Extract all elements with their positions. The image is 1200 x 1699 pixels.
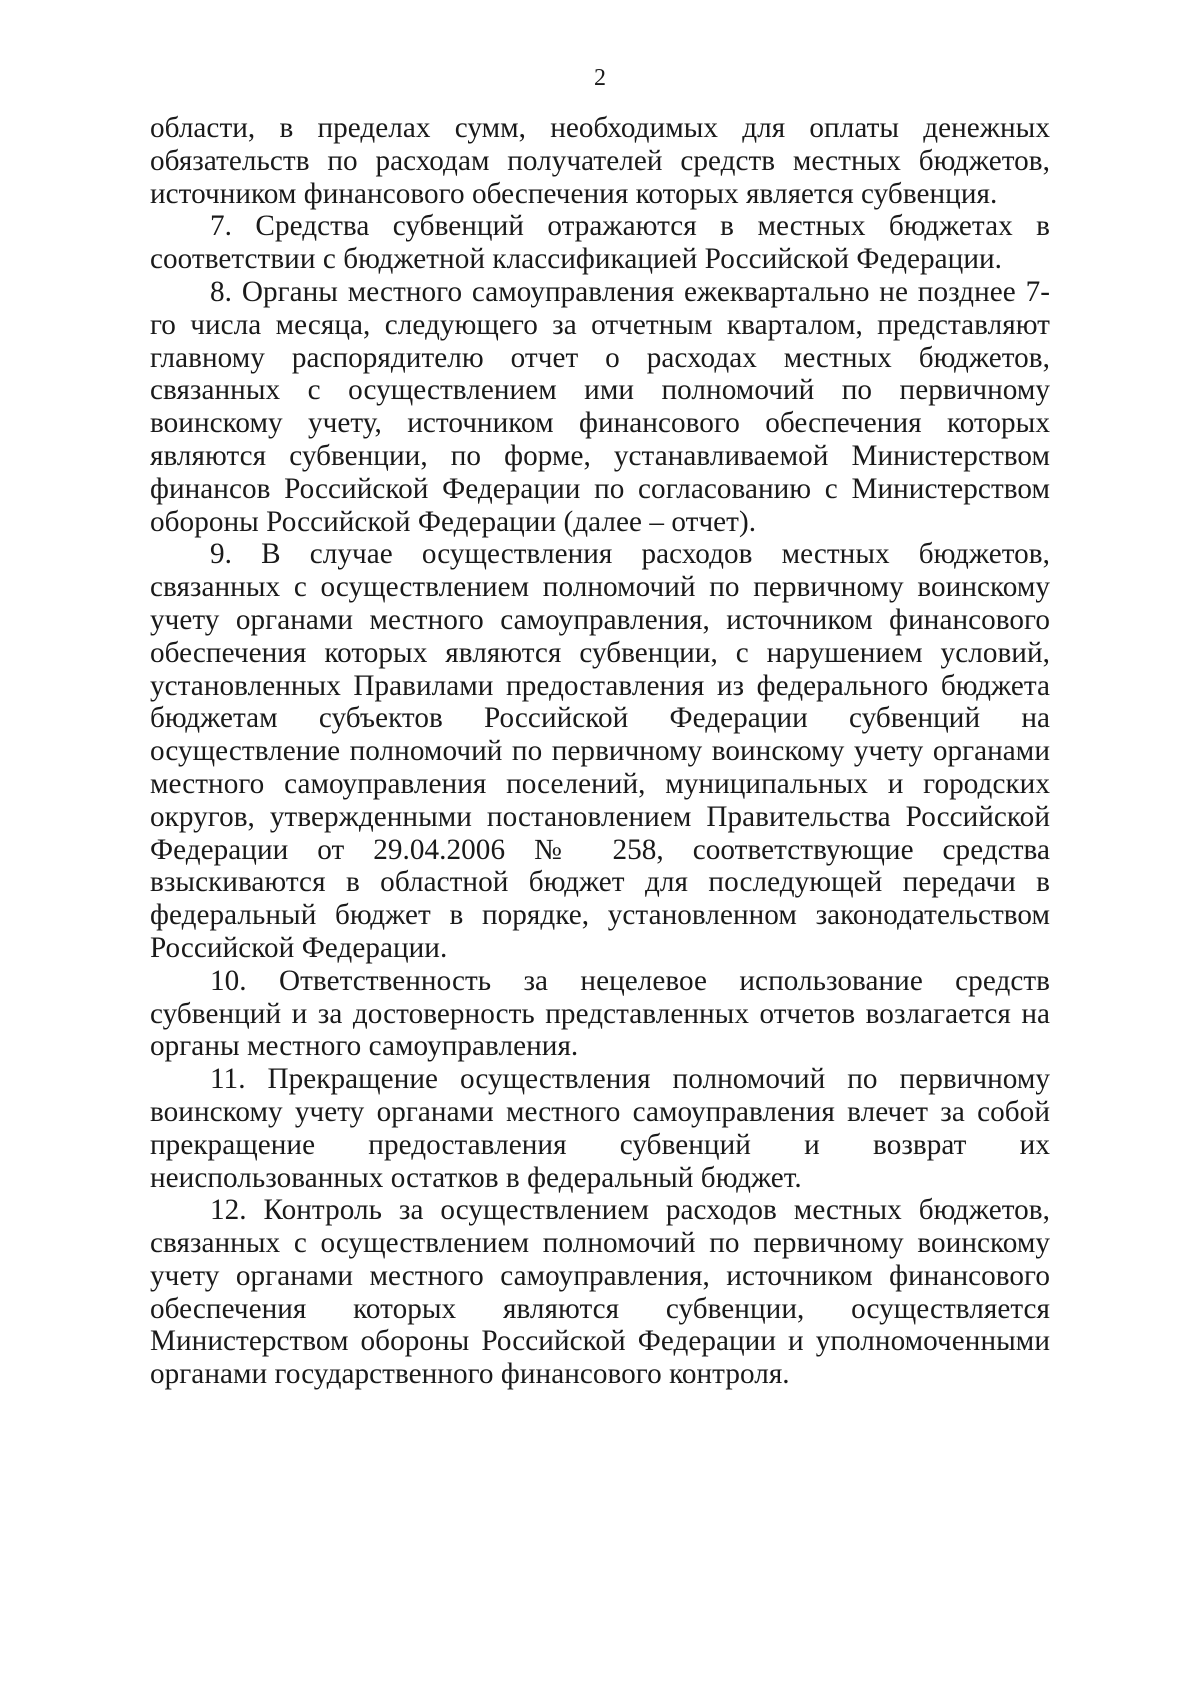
paragraph-item-12: 12. Контроль за осуществлением расходов местных бюджетов, связанных с осуществлением полномочий по первичному воинскому учету органами местного самоуправления, источником финансового обеспечения которых являются субвенции, осуществляется Министерством обороны Российской Федерации и уполномоченными органами государственного финансового контроля.: [150, 1194, 1050, 1391]
document-body: [150, 112, 1050, 1391]
paragraph-item-11: 11. Прекращение осуществления полномочий по первичному воинскому учету органами местного самоуправления влечет за собой прекращение предоставления субвенций и возврат их неиспользованных остатков в федеральный бюджет.: [150, 1063, 1050, 1194]
page-number: 2: [594, 65, 606, 91]
paragraph-item-10: 10. Ответственность за нецелевое использование средств субвенций и за достоверность представленных отчетов возлагается на органы местного самоуправления.: [150, 964, 1050, 1063]
paragraph-item-9: 9. В случае осуществления расходов местных бюджетов, связанных с осуществлением полномочий по первичному воинскому учету органами местного самоуправления, источником финансового обеспечения которых являются субвенции, с нарушением условий, установленных Правилами предоставления из федерального бюджета бюджетам субъектов Российской Федерации субвенций на осуществление полномочий по первичному воинскому учету органами местного самоуправления поселений, муниципальных и городских округов, утвержденными постановлением Правительства Российской Федерации от 29.04.2006 № 258, соответствующие средства взыскиваются в областной бюджет для последующей передачи в федеральный бюджет в порядке, установленном законодательством Российской Федерации.: [150, 538, 1050, 964]
paragraph-continuation: области, в пределах сумм, необходимых для оплаты денежных обязательств по расходам получателей средств местных бюджетов, источником финансового обеспечения которых является субвенция.: [150, 112, 1050, 210]
paragraph-item-8: 8. Органы местного самоуправления ежеквартально не позднее 7-го числа месяца, следующего за отчетным кварталом, представляют главному распорядителю отчет о расходах местных бюджетов, связанных с осуществлением ими полномочий по первичному воинскому учету, источником финансового обеспечения которых являются субвенции, по форме, устанавливаемой Министерством финансов Российской Федерации по согласованию с Министерством обороны Российской Федерации (далее – отчет).: [150, 275, 1050, 538]
paragraph-item-7: 7. Средства субвенций отражаются в местных бюджетах в соответствии с бюджетной классификацией Российской Федерации.: [150, 210, 1050, 276]
